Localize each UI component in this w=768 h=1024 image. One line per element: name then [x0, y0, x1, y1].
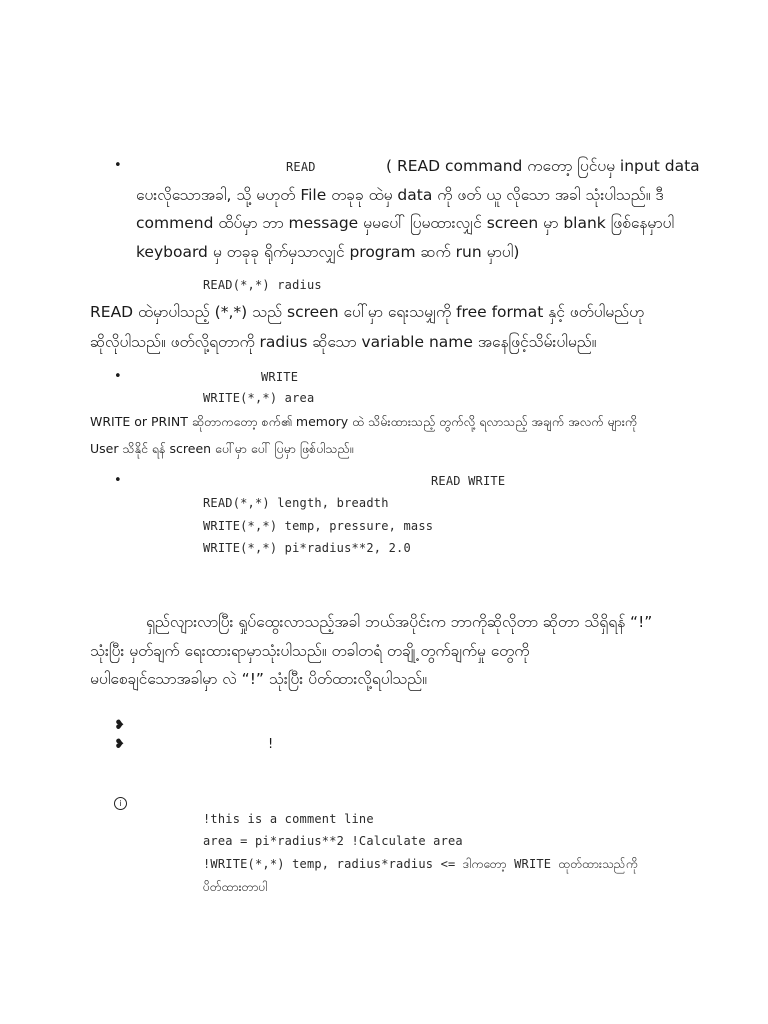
- example-line-3: !WRITE(*,*) temp, radius*radius <= ဒါကတော့ WRITE ထုတ်ထားသည်ကို: [203, 857, 638, 871]
- read-desc-line-3: commend ထိပ်မှာ ဘာ message မှမပေါ် ပြမထားလျှင် screen မှာ blank ဖြစ်နေမှာပါ: [136, 214, 675, 232]
- example-line-2: area = pi*radius**2 !Calculate area: [203, 834, 463, 848]
- comment-para-line-2: သုံးပြီး မှတ်ချက် ရေးထားရာမှာသုံးပါသည်။ တခါတရံ တချို့ တွက်ချက်မှု တွေကို: [90, 642, 530, 660]
- read-explain-line-2: ဆိုလိုပါသည်။ ဖတ်လို့ရတာကို radius ဆိုသော variable name အနေဖြင့်သိမ်းပါမည်။: [90, 333, 597, 351]
- keyword-readwrite: READ WRITE: [431, 474, 506, 488]
- readwrite-example-3: WRITE(*,*) pi*radius**2, 2.0: [203, 541, 411, 555]
- read-desc-line-4: keyboard မှ တခုခု ရိုက်မှသာလျှင် program ဆက် run မှာပါ): [136, 243, 520, 261]
- keyword-read: READ: [286, 160, 316, 174]
- read-explain-line-1: READ ထဲမှာပါသည့် (*,*) သည် screen ပေါ်မှာ ရေးသမျှကို free format နှင့် ဖတ်ပါမည်ဟု: [90, 303, 645, 321]
- write-explain-line-2: User သိနိုင် ရန် screen ပေါ်မှာ ပေါ် ပြမှာ ဖြစ်ပါသည်။: [90, 441, 354, 456]
- rule-bang: !: [268, 737, 274, 752]
- read-example-code: READ(*,*) radius: [203, 278, 322, 292]
- write-explain-line-1: WRITE or PRINT ဆိုတာကတော့ စက်၏ memory ထဲ သိမ်းထားသည့် တွက်လို့ ရလာသည့် အချက် အလက် များကို: [90, 414, 638, 429]
- read-desc-line-1: ( READ command ကတော့ ပြင်ပမှ input data: [386, 157, 700, 175]
- readwrite-example-2: WRITE(*,*) temp, pressure, mass: [203, 519, 434, 533]
- read-desc-line-2: ပေးလိုသောအခါ, သို့ မဟုတ် File တခုခု ထဲမှ data ကို ဖတ် ယူ လိုသော အခါ သုံးပါသည်။ ဒီ: [136, 186, 664, 204]
- bullet-write: •: [114, 369, 122, 384]
- bullet-read: •: [114, 158, 122, 173]
- example-line-4: ပိတ်ထားတာပါ: [203, 880, 268, 894]
- info-icon-glyph: i: [114, 797, 127, 810]
- rule-bullet-2-icon: ❥: [114, 737, 125, 752]
- write-example-code: WRITE(*,*) area: [203, 391, 315, 405]
- keyword-write: WRITE: [261, 370, 299, 384]
- readwrite-example-1: READ(*,*) length, breadth: [203, 496, 389, 510]
- comment-para-line-1: ရှည်လျားလာပြီး ရှုပ်ထွေးလာသည့်အခါ ဘယ်အပိုင်းက ဘာကိုဆိုလိုတာ ဆိုတာ သိရှိရန် “!”: [146, 613, 653, 631]
- example-line-1: !this is a comment line: [203, 812, 374, 826]
- bullet-readwrite: •: [114, 473, 122, 488]
- rule-bullet-1-icon: ❥: [114, 718, 125, 733]
- info-icon: [114, 791, 127, 810]
- comment-para-line-3: မပါစေချင်သောအခါမှာ လဲ “!” သုံးပြီး ပိတ်ထားလို့ရပါသည်။: [90, 670, 427, 688]
